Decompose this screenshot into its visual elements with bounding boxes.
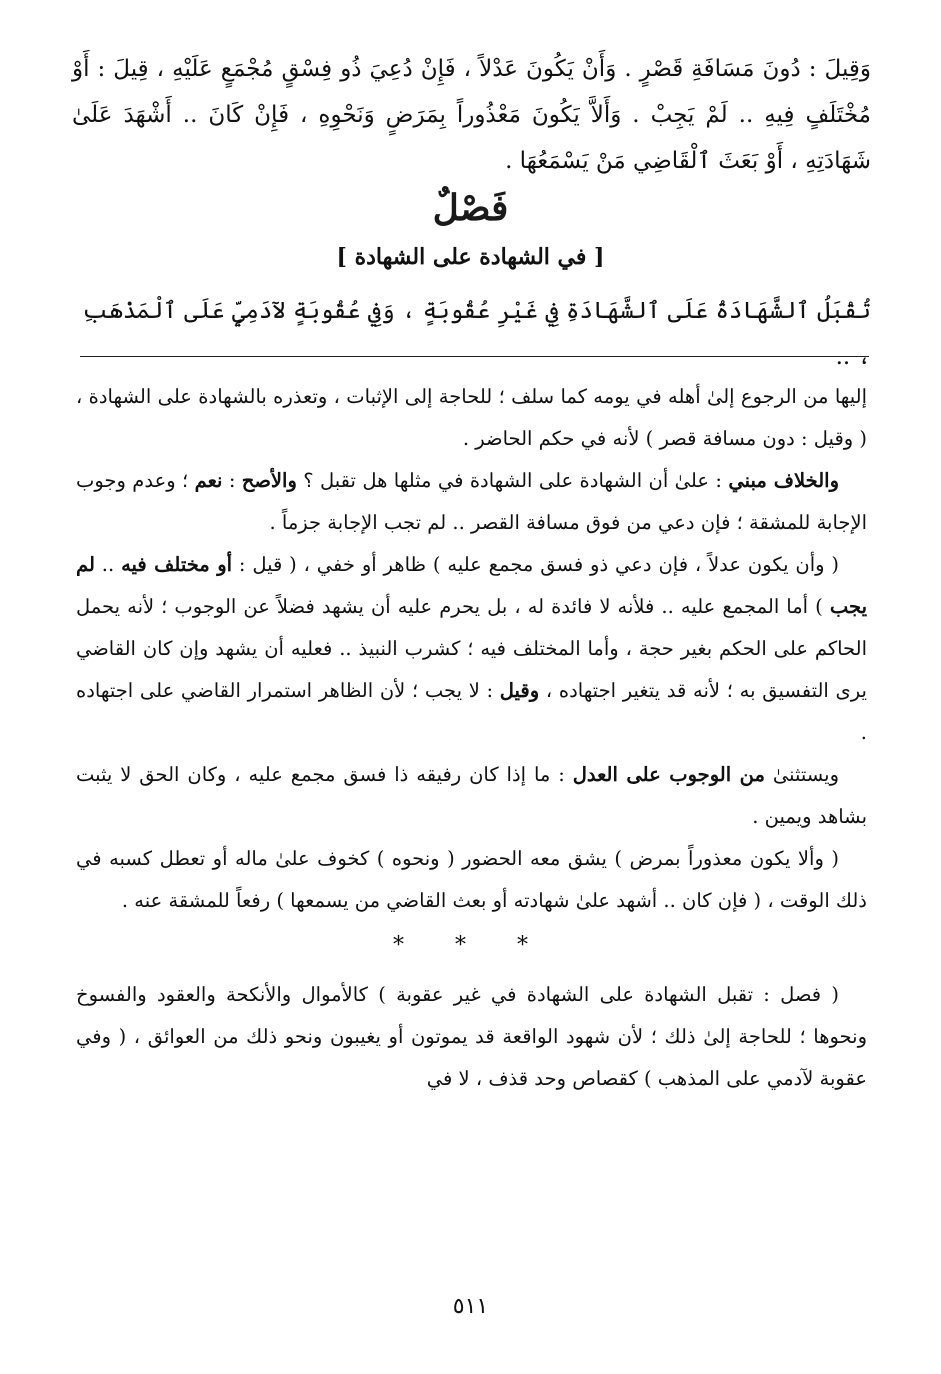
text-run: .. <box>94 553 122 576</box>
commentary-paragraph-2 <box>76 460 867 544</box>
commentary-paragraph-4 <box>76 754 867 838</box>
text-run: ) أما المجمع عليه .. فلأنه لا فائدة له ، بل يحرم عليه أن يشهد فضلاً عن الوجوب ؛ لأنه يحمل الحاكم على الحكم بغير حجة ، وأما المختلف فيه ؛ كشرب النبيذ .. فعليه أن يشهد وإن كان القاضي يرى التفسيق به ؛ لأنه قد يتغير اجتهاده ، <box>76 595 867 702</box>
commentary-paragraph-1: إليها من الرجوع إلىٰ أهله في يومه كما سلف ؛ للحاجة إلى الإثبات ، وتعذره بالشهادة على الشهادة ، ( وقيل : دون مسافة قصر ) لأنه في حكم الحاضر . <box>76 385 867 450</box>
bold-phrase: نعم <box>194 469 223 492</box>
text-run: ( وأن يكون عدلاً ، فإن دعي ذو فسق مجمع عليه ) ظاهر أو خفي ، ( قيل : <box>232 553 840 576</box>
bold-phrase: والأصح <box>241 469 297 492</box>
page-number: ٥١١ <box>452 1294 489 1319</box>
bold-phrase: أو مختلف فيه <box>121 553 233 576</box>
bold-phrase: من الوجوب على العدل <box>572 763 765 786</box>
text-run: : علىٰ أن الشهادة على الشهادة في مثلها هل تقبل ؟ <box>296 469 729 492</box>
text-run: ؛ وعدم وجوب الإجابة للمشقة ؛ فإن دعي من فوق مسافة القصر .. لم تجب الإجابة جزماً . <box>76 469 867 534</box>
section-divider-stars: * * * <box>393 933 550 958</box>
text-run: ويستثنىٰ <box>764 763 839 786</box>
bold-phrase: وقيل <box>499 679 540 702</box>
text-run: : ما إذا كان رفيقه ذا فسق مجمع عليه ، وكان الحق لا يثبت بشاهد ويمين . <box>76 763 867 828</box>
commentary-paragraph-6: ( فصل : تقبل الشهادة على الشهادة في غير عقوبة ) كالأموال والأنكحة والعقود والفسوخ ونحوها ؛ للحاجة إلىٰ ذلك ؛ لأن شهود الواقعة قد يموتون أو يغيبون ونحو ذلك من العوائق ، ( وفي عقوبة لآدمي على المذهب ) كقصاص وحد قذف ، لا في <box>76 983 867 1090</box>
fasl-subtitle: [ في الشهادة على الشهادة ] <box>336 244 605 270</box>
commentary-paragraph-5: ( وألا يكون معذوراً بمرض ) يشق معه الحضور ( ونحوه ) كخوف علىٰ ماله أو تعطل كسبه في ذلك الوقت ، ( فإن كان .. أشهد علىٰ شهادته أو بعث القاضي من يسمعها ) رفعاً للمشقة عنه . <box>76 847 867 912</box>
commentary <box>76 376 867 1100</box>
separator-line <box>80 356 869 357</box>
fasl-matn-text: تُقْبَلُ ٱلشَّهَادَةُ عَلَى ٱلشَّهَادَةِ فِي غَيْرِ عُقُوبَةٍ ، وَفِي عُقُوبَةٍ لآدَمِيٍّ عَلَى ٱلْمَذْهَبِ ، .. <box>82 298 871 370</box>
text-run: : <box>222 469 242 492</box>
text-run: : لا يجب ؛ لأن الظاهر استمرار القاضي على اجتهاده . <box>76 679 867 744</box>
bold-phrase: لم يجب <box>76 553 867 618</box>
commentary-paragraph-3 <box>76 544 867 754</box>
fasl-heading: فَصْلٌ <box>432 187 509 229</box>
matn-text: وَقِيلَ : دُونَ مَسَافَةِ قَصْرٍ . وَأَنْ يَكُونَ عَدْلاً ، فَإِنْ دُعِيَ ذُو فِسْقٍ مُجْمَعٍ عَلَيْهِ ، قِيلَ : أَوْ مُخْتَلَفٍ فِيهِ .. لَمْ يَجِبْ . وَأَلاَّ يَكُونَ مَعْذُوراً بِمَرَضٍ وَنَحْوِهِ ، فَإِنْ كَانَ .. أَشْهَدَ عَلَىٰ شَهَادَتِهِ ، أَوْ بَعَثَ ٱلْقَاضِي مَنْ يَسْمَعُهَا . <box>72 56 871 174</box>
bold-phrase: والخلاف مبني <box>728 469 840 492</box>
